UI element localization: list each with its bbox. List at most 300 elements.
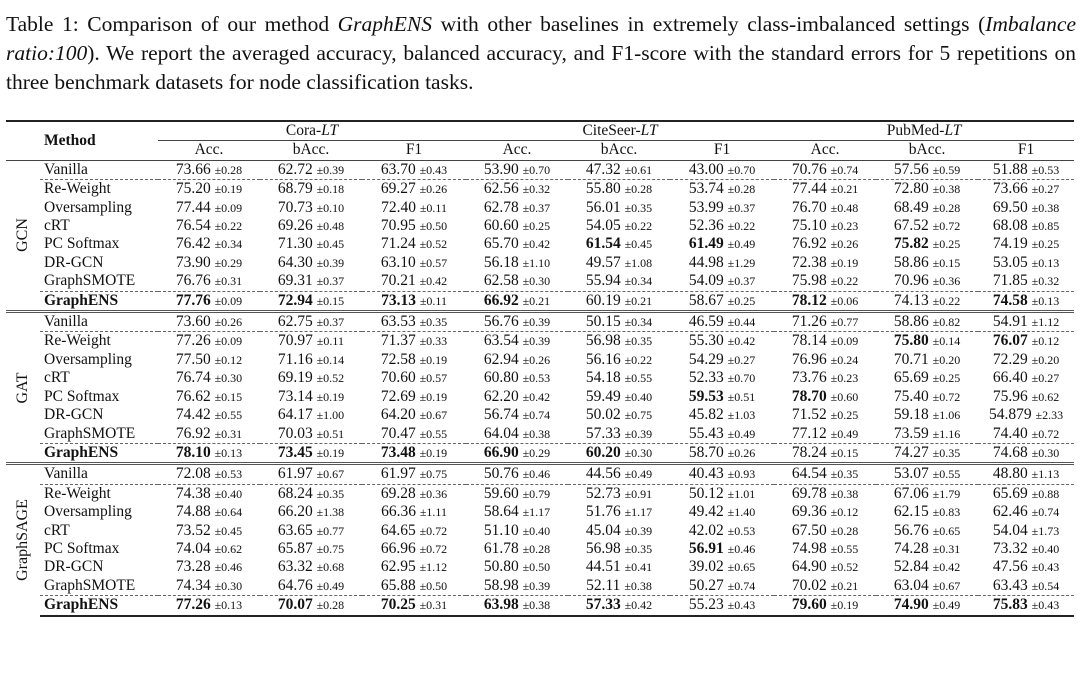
metric-std-error: ±0.42 (932, 560, 961, 575)
metric-value: 62.20 (483, 387, 519, 405)
metric-std-error: ±0.64 (214, 505, 243, 520)
metric-cell (876, 443, 978, 463)
results-body (6, 160, 1074, 615)
metric-cell (670, 596, 774, 616)
metric-value: 74.28 (893, 539, 929, 557)
metric-value: 63.10 (380, 253, 416, 271)
metric-std-error: ±0.74 (522, 408, 551, 423)
metric-std-error: ±0.75 (419, 467, 448, 482)
metric-value: 61.78 (483, 539, 519, 557)
method-name: cRT (44, 521, 70, 539)
metric-value: 50.02 (585, 406, 621, 424)
metric-cell (466, 351, 568, 369)
metric-value: 63.54 (483, 332, 519, 350)
metric-cell (876, 596, 978, 616)
metric-value: 64.04 (483, 424, 519, 442)
metric-cell (670, 484, 774, 503)
metric-value: 71.30 (277, 235, 313, 253)
metric-cell (362, 443, 466, 463)
metric-cell (158, 160, 260, 179)
metric-std-error: ±0.55 (419, 426, 448, 441)
metric-value: 58.86 (893, 253, 929, 271)
metric-value: 70.47 (380, 424, 416, 442)
metric-cell (466, 425, 568, 444)
metric-cell (260, 406, 362, 424)
metric-value: 70.03 (277, 424, 313, 442)
metric-cell (362, 406, 466, 424)
metric-cell (466, 503, 568, 521)
metric-std-error: ±0.28 (316, 598, 345, 613)
metric-std-error: ±0.35 (624, 541, 653, 556)
metric-cell (466, 369, 568, 387)
metric-value: 70.97 (278, 332, 313, 350)
metric-cell (158, 180, 260, 199)
metric-cell (260, 388, 362, 406)
method-name: Vanilla (40, 464, 158, 484)
metric-cell (876, 180, 978, 199)
metric-value: 52.33 (688, 369, 724, 387)
metric-std-error: ±0.38 (932, 182, 961, 197)
metric-cell (568, 312, 670, 332)
method-name: GraphENS (40, 596, 158, 616)
metric-value: 71.52 (791, 406, 827, 424)
metric-std-error: ±1.73 (1031, 523, 1060, 538)
metric-value: 72.08 (175, 465, 211, 483)
metric-std-error: ±1.17 (624, 505, 653, 520)
metric-std-error: ±0.27 (1031, 182, 1060, 197)
metric-value: 59.49 (585, 387, 621, 405)
metric-std-error: ±0.23 (830, 219, 859, 234)
metric-cell (978, 503, 1074, 521)
table-row (6, 464, 1074, 484)
metric-header: F1 (713, 141, 731, 159)
metric-value: 73.13 (381, 291, 416, 309)
metric-cell (158, 254, 260, 272)
metric-std-error: ±0.52 (830, 560, 859, 575)
metric-cell (774, 235, 876, 253)
metric-std-error: ±0.46 (522, 467, 551, 482)
metric-cell (362, 217, 466, 235)
method-name: GraphSMOTE (44, 576, 136, 594)
metric-std-error: ±0.37 (316, 315, 345, 330)
metric-cell (774, 425, 876, 444)
metric-std-error: ±0.11 (316, 334, 344, 349)
metric-value: 70.02 (791, 576, 827, 594)
metric-cell (670, 522, 774, 540)
metric-std-error: ±0.30 (522, 274, 551, 289)
metric-value: 54.04 (992, 521, 1028, 539)
metric-value: 75.96 (992, 387, 1028, 405)
metric-std-error: ±0.72 (932, 219, 961, 234)
metric-std-error: ±0.38 (830, 486, 859, 501)
metric-value: 69.19 (277, 369, 313, 387)
metric-std-error: ±1.16 (932, 426, 961, 441)
table-row (6, 272, 1074, 291)
metric-value: 67.50 (791, 521, 827, 539)
results-table (6, 120, 1074, 617)
metric-cell (568, 484, 670, 503)
metric-value: 70.95 (380, 217, 416, 235)
metric-value: 62.56 (483, 180, 519, 198)
metric-value: 56.91 (688, 539, 724, 557)
metric-std-error: ±0.53 (214, 467, 243, 482)
metric-value: 76.54 (175, 217, 211, 235)
metric-cell (260, 351, 362, 369)
method-name: Re-Weight (40, 484, 158, 503)
metric-std-error: ±0.13 (1031, 255, 1060, 270)
metric-value: 62.78 (483, 198, 519, 216)
metric-std-error: ±0.72 (419, 541, 448, 556)
metric-cell (158, 406, 260, 424)
metric-cell (260, 272, 362, 291)
metric-cell (466, 180, 568, 199)
metric-std-error: ±1.08 (624, 255, 653, 270)
metric-std-error: ±0.38 (522, 426, 551, 441)
metric-cell (774, 577, 876, 596)
metric-std-error: ±0.57 (419, 255, 448, 270)
method-name: DR-GCN (44, 558, 104, 576)
metric-std-error: ±0.35 (624, 334, 653, 349)
metric-std-error: ±0.22 (727, 219, 756, 234)
metric-value: 65.69 (893, 369, 929, 387)
table-row (6, 443, 1074, 463)
metric-value: 73.52 (175, 521, 211, 539)
metric-cell (260, 443, 362, 463)
metric-value: 74.88 (175, 503, 211, 521)
metric-value: 55.80 (585, 180, 621, 198)
metric-std-error: ±0.65 (727, 560, 756, 575)
metric-cell (978, 312, 1074, 332)
table-row (6, 291, 1074, 311)
caption-tail: ). We report the averaged accuracy, balanced accuracy, and F1-score with the standard errors for 5 repetitions on three benchmark datasets for node classification tasks. (6, 41, 1076, 94)
model-group-label (6, 464, 40, 616)
metric-std-error: ±0.09 (214, 293, 243, 308)
metric-value: 54.09 (688, 272, 724, 290)
metric-cell (158, 332, 260, 351)
metric-std-error: ±0.40 (214, 486, 243, 501)
metric-cell (876, 425, 978, 444)
metric-std-error: ±0.49 (727, 237, 756, 252)
metric-value: 70.25 (380, 596, 416, 614)
metric-header: Acc. (502, 141, 532, 159)
metric-cell (670, 272, 774, 291)
metric-cell (568, 388, 670, 406)
table-row (6, 332, 1074, 351)
metric-std-error: ±0.43 (1031, 560, 1060, 575)
metric-std-error: ±0.46 (214, 560, 243, 575)
metric-cell (670, 180, 774, 199)
metric-std-error: ±0.42 (727, 334, 756, 349)
metric-value: 68.49 (893, 198, 929, 216)
metric-cell (362, 503, 466, 521)
model-group-label-text: GAT (13, 372, 31, 404)
metric-cell (774, 558, 876, 576)
metric-value: 63.43 (992, 576, 1028, 594)
metric-value: 70.60 (380, 369, 416, 387)
metric-cell (466, 388, 568, 406)
metric-cell (876, 160, 978, 179)
metric-cell (158, 199, 260, 217)
metric-cell (876, 558, 978, 576)
metric-std-error: ±0.35 (830, 467, 859, 482)
metric-cell (362, 522, 466, 540)
metric-std-error: ±0.27 (1031, 371, 1060, 386)
metric-value: 56.74 (483, 406, 519, 424)
metric-cell (362, 351, 466, 369)
metric-value: 51.76 (585, 503, 621, 521)
metric-value: 72.94 (277, 291, 313, 309)
metric-value: 75.82 (893, 235, 929, 253)
metric-cell (158, 369, 260, 387)
metric-std-error: ±1.01 (727, 486, 756, 501)
metric-cell (670, 369, 774, 387)
metric-cell (774, 522, 876, 540)
metric-std-error: ±0.50 (419, 219, 448, 234)
metric-std-error: ±0.49 (727, 426, 756, 441)
metric-std-error: ±0.39 (624, 523, 653, 538)
metric-cell (670, 160, 774, 179)
caption-mid: with other baselines in extremely class-imbalanced settings ( (432, 12, 986, 36)
metric-value: 50.80 (483, 558, 519, 576)
metric-value: 76.07 (992, 332, 1028, 350)
metric-value: 53.74 (688, 180, 724, 198)
metric-value: 69.50 (992, 198, 1028, 216)
metric-std-error: ±0.11 (419, 200, 447, 215)
metric-cell (260, 540, 362, 558)
metric-value: 58.86 (893, 313, 929, 331)
metric-value: 69.31 (277, 272, 313, 290)
metric-cell (568, 180, 670, 199)
metric-std-error: ±0.25 (830, 408, 859, 423)
metric-value: 66.92 (483, 291, 519, 309)
metric-value: 74.68 (992, 443, 1028, 461)
metric-std-error: ±0.50 (419, 578, 448, 593)
metric-value: 40.43 (688, 465, 724, 483)
metric-cell (876, 312, 978, 332)
metric-std-error: ±0.13 (214, 445, 243, 460)
metric-std-error: ±0.70 (522, 162, 551, 177)
metric-value: 73.90 (175, 253, 211, 271)
metric-cell (568, 522, 670, 540)
metric-std-error: ±0.35 (419, 315, 448, 330)
metric-std-error: ±0.55 (932, 467, 961, 482)
metric-std-error: ±0.70 (727, 162, 756, 177)
metric-cell (362, 160, 466, 179)
metric-std-error: ±0.12 (1031, 334, 1060, 349)
metric-cell (568, 160, 670, 179)
metric-std-error: ±0.62 (214, 541, 243, 556)
metric-value: 78.10 (175, 443, 211, 461)
table-row (6, 558, 1074, 576)
metric-std-error: ±0.37 (727, 274, 756, 289)
metric-value: 75.40 (893, 387, 929, 405)
metric-cell (876, 254, 978, 272)
table-row (6, 160, 1074, 179)
metric-cell (158, 577, 260, 596)
metric-std-error: ±0.83 (932, 505, 961, 520)
metric-cell (362, 235, 466, 253)
method-name: PC Softmax (44, 539, 120, 557)
metric-cell (568, 254, 670, 272)
metric-value: 78.70 (791, 387, 827, 405)
metric-std-error: ±0.42 (624, 598, 653, 613)
metric-std-error: ±0.25 (1031, 237, 1060, 252)
metric-value: 76.96 (791, 350, 827, 368)
table-row (6, 577, 1074, 596)
metric-value: 70.76 (791, 160, 827, 178)
metric-cell (978, 351, 1074, 369)
metric-value: 42.02 (688, 521, 724, 539)
metric-std-error: ±0.19 (830, 598, 859, 613)
metric-cell (260, 503, 362, 521)
metric-std-error: ±0.25 (727, 293, 756, 308)
method-name: Oversampling (44, 350, 132, 368)
metric-std-error: ±0.14 (932, 334, 961, 349)
metric-value: 52.11 (586, 576, 621, 594)
metric-cell (466, 484, 568, 503)
metric-std-error: ±0.44 (727, 315, 756, 330)
metric-cell (774, 332, 876, 351)
table-row (6, 180, 1074, 199)
metric-std-error: ±0.31 (419, 598, 448, 613)
metric-value: 74.34 (175, 576, 211, 594)
metric-cell (774, 596, 876, 616)
metric-cell (260, 199, 362, 217)
metric-std-error: ±0.45 (214, 523, 243, 538)
metric-value: 73.14 (277, 387, 313, 405)
metric-std-error: ±0.39 (522, 334, 551, 349)
metric-cell (362, 180, 466, 199)
table-row (6, 596, 1074, 616)
metric-value: 49.42 (688, 503, 724, 521)
metric-std-error: ±0.85 (1031, 219, 1060, 234)
metric-value: 77.44 (791, 180, 827, 198)
metric-std-error: ±0.40 (624, 389, 653, 404)
metric-value: 77.44 (175, 198, 211, 216)
metric-cell (876, 369, 978, 387)
metric-cell (670, 388, 774, 406)
metric-value: 74.40 (992, 424, 1028, 442)
metric-cell (466, 217, 568, 235)
metric-std-error: ±0.67 (932, 578, 961, 593)
metric-std-error: ±0.51 (316, 426, 345, 441)
metric-value: 62.15 (893, 503, 929, 521)
metric-std-error: ±0.38 (1031, 200, 1060, 215)
metric-std-error: ±0.23 (830, 371, 859, 386)
metric-value: 59.18 (893, 406, 929, 424)
method-name: PC Softmax (44, 387, 120, 405)
metric-value: 70.07 (277, 596, 313, 614)
metric-std-error: ±0.25 (522, 219, 551, 234)
metric-std-error: ±0.53 (727, 523, 756, 538)
metric-std-error: ±0.10 (316, 200, 345, 215)
metric-cell (568, 406, 670, 424)
metric-header: F1 (1017, 141, 1035, 159)
metric-value: 73.48 (380, 443, 416, 461)
metric-std-error: ±0.77 (830, 315, 859, 330)
metric-std-error: ±0.88 (1031, 486, 1060, 501)
metric-std-error: ±0.12 (214, 352, 243, 367)
metric-std-error: ±1.00 (316, 408, 345, 423)
metric-value: 72.80 (893, 180, 929, 198)
metric-value: 64.54 (791, 465, 827, 483)
metric-std-error: ±0.30 (624, 445, 653, 460)
metric-cell (260, 596, 362, 616)
table-row (6, 503, 1074, 521)
method-name: Oversampling (44, 198, 132, 216)
header-row-datasets (6, 121, 1074, 141)
metric-cell (978, 291, 1074, 311)
metric-value: 60.20 (585, 443, 621, 461)
metric-std-error: ±0.45 (316, 237, 345, 252)
metric-value: 64.20 (380, 406, 416, 424)
metric-value: 53.07 (893, 465, 929, 483)
metric-value: 71.24 (380, 235, 416, 253)
metric-value: 63.32 (277, 558, 313, 576)
metric-std-error: ±0.15 (316, 293, 345, 308)
metric-value: 63.65 (277, 521, 313, 539)
method-name: Re-Weight (40, 180, 158, 199)
metric-value: 65.88 (380, 576, 416, 594)
metric-cell (774, 272, 876, 291)
metric-header: bAcc. (292, 141, 330, 159)
metric-cell (978, 522, 1074, 540)
metric-cell (670, 199, 774, 217)
metric-std-error: ±0.19 (830, 255, 859, 270)
metric-value: 56.76 (893, 521, 929, 539)
table-row (6, 540, 1074, 558)
metric-std-error: ±0.19 (419, 352, 448, 367)
metric-cell (466, 199, 568, 217)
metric-value: 67.52 (893, 217, 929, 235)
metric-cell (876, 464, 978, 484)
metric-std-error: ±0.48 (830, 200, 859, 215)
metric-std-error: ±0.29 (214, 255, 243, 270)
metric-std-error: ±0.49 (316, 578, 345, 593)
metric-cell (362, 254, 466, 272)
metric-std-error: ±0.34 (214, 237, 243, 252)
metric-value: 71.26 (791, 313, 827, 331)
metric-std-error: ±0.35 (316, 486, 345, 501)
metric-value: 74.04 (175, 539, 211, 557)
metric-value: 46.59 (688, 313, 724, 331)
metric-std-error: ±0.67 (316, 467, 345, 482)
metric-cell (362, 464, 466, 484)
metric-std-error: ±0.59 (932, 162, 961, 177)
metric-cell (260, 160, 362, 179)
metric-std-error: ±0.72 (932, 389, 961, 404)
metric-cell (260, 291, 362, 311)
metric-cell (260, 522, 362, 540)
metric-cell (774, 503, 876, 521)
metric-value: 59.60 (483, 484, 519, 502)
metric-cell (568, 558, 670, 576)
metric-cell (260, 425, 362, 444)
metric-cell (466, 577, 568, 596)
metric-cell (876, 406, 978, 424)
metric-std-error: ±0.46 (727, 541, 756, 556)
table-row (6, 388, 1074, 406)
metric-std-error: ±0.09 (214, 334, 243, 349)
metric-value: 63.70 (380, 160, 416, 178)
metric-std-error: ±0.34 (624, 274, 653, 289)
metric-cell (774, 464, 876, 484)
metric-cell (158, 272, 260, 291)
metric-cell (774, 199, 876, 217)
metric-value: 73.28 (175, 558, 211, 576)
metric-value: 74.42 (175, 406, 211, 424)
method-name: GraphSMOTE (44, 272, 136, 290)
